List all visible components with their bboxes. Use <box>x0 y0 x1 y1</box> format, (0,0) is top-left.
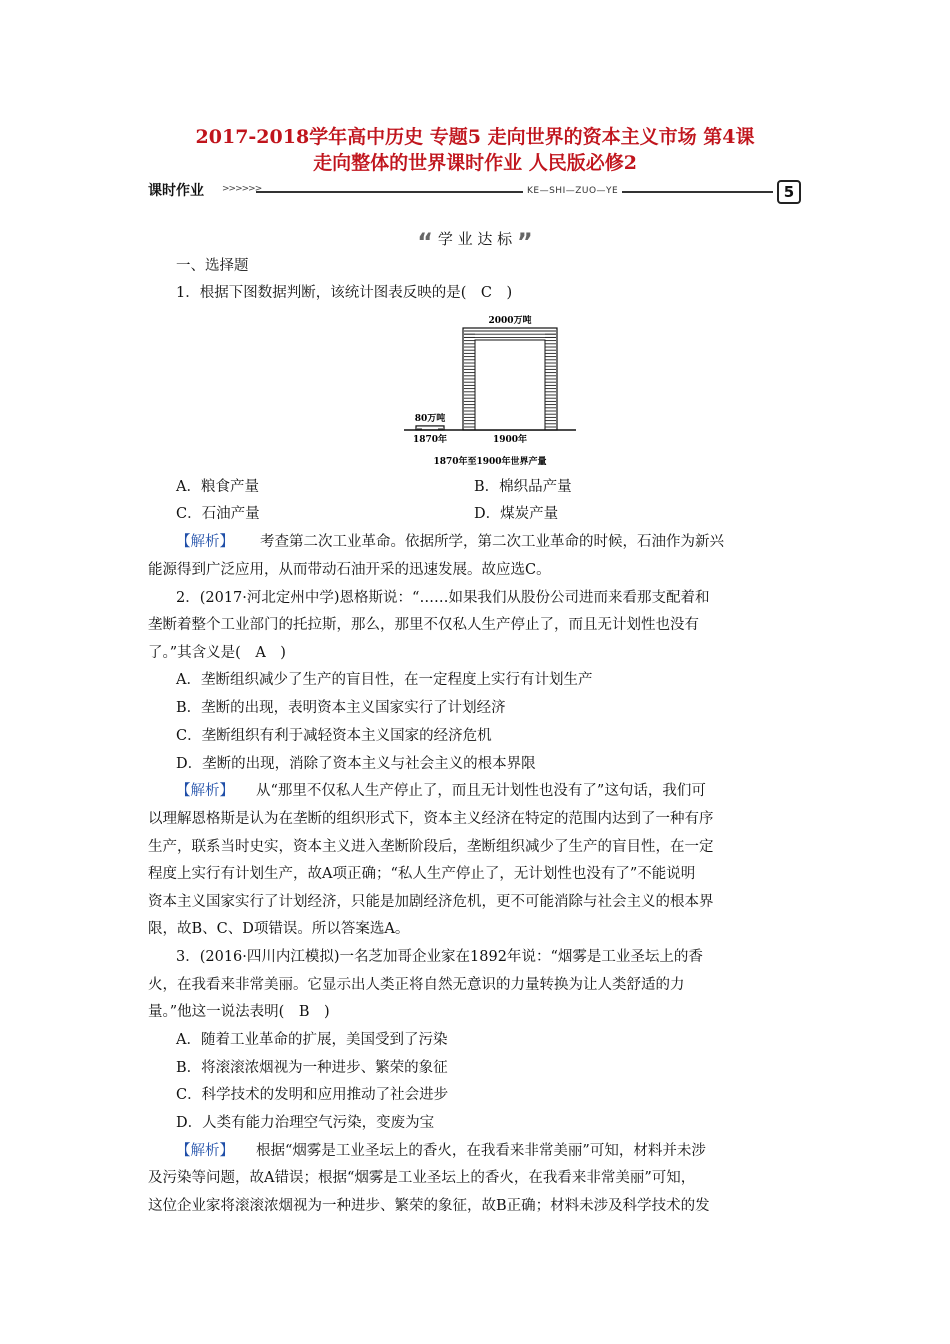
q1-option-a: A．粮食产量 <box>176 479 259 495</box>
q1-analysis-line-1 <box>176 532 724 552</box>
q3-stem-line-3: 量。”他这一说法表明( B ) <box>148 1004 330 1020</box>
q2-stem-line-1: 2．(2017·河北定州中学)恩格斯说：“……如果我们从股份公司进而来看那支配着和 <box>176 590 710 606</box>
q2-analysis-line-4: 程度上实行有计划生产，故A项正确；“私人生产停止了，无计划性也没有了”不能说明 <box>148 866 696 882</box>
part-heading: 一、选择题 <box>176 258 249 274</box>
q3-option-a: A．随着工业革命的扩展，美国受到了污染 <box>176 1032 448 1048</box>
q2-analysis-text: 从“那里不仅私人生产停止了，而且无计划性也没有了”这句话，我们可 <box>256 783 706 799</box>
q1-analysis-line-2: 能源得到广泛应用，从而带动石油开采的迅速发展。故应选C。 <box>148 562 551 578</box>
q1-stem: 1．根据下图数据判断，该统计图表反映的是( C ) <box>176 285 513 301</box>
q2-analysis-line-5: 资本主义国家实行了计划经济，只能是加剧经济危机，更不可能消除与社会主义的根本界 <box>148 894 714 910</box>
q1-analysis-text: 考查第二次工业革命。依据所学，第二次工业革命的时候，石油作为新兴 <box>260 534 724 550</box>
q1-option-c: C．石油产量 <box>176 506 260 522</box>
banner-number-badge: 5 <box>777 180 801 204</box>
q2-analysis-line-3: 生产，联系当时史实，资本主义进入垄断阶段后，垄断组织减少了生产的盲目性，在一定 <box>148 839 714 855</box>
q3-analysis-line-3: 这位企业家将滚滚浓烟视为一种进步、繁荣的象征，故B正确；材料未涉及科学技术的发 <box>148 1198 710 1214</box>
chart-data-label-2: 2000万吨 <box>488 316 532 326</box>
q3-analysis-line-2: 及污染等问题，故A错误；根据“烟雾是工业圣坛上的香火，在我看来非常美丽”可知， <box>148 1170 696 1186</box>
banner-pinyin: KE—SHI—ZUO—YE <box>523 186 622 196</box>
section-heading-text: 学 业 达 标 <box>437 230 513 248</box>
q3-option-c: C．科学技术的发明和应用推动了社会进步 <box>176 1087 449 1103</box>
q2-option-c: C．垄断组织有利于减轻资本主义国家的经济危机 <box>176 728 492 744</box>
q3-stem-line-1: 3．(2016·四川内江模拟)一名芝加哥企业家在1892年说：“烟雾是工业圣坛上的香 <box>176 949 703 965</box>
banner-label: 课时作业 <box>148 183 204 199</box>
document-title-line-1: 2017-2018学年高中历史 专题5 走向世界的资本主义市场 第4课 <box>195 126 755 148</box>
q3-analysis-line-1 <box>176 1141 706 1161</box>
q2-option-a: A．垄断组织减少了生产的盲目性，在一定程度上实行有计划生产 <box>176 672 593 688</box>
chart-bar-2 <box>463 328 557 430</box>
q2-stem-line-2: 垄断着整个工业部门的托拉斯，那么，那里不仅私人生产停止了，而且无计划性也没有 <box>148 617 699 633</box>
document-title-line-2: 走向整体的世界课时作业 人民版必修2 <box>313 152 637 174</box>
banner-arrows: >>>>>> <box>222 184 262 194</box>
q2-analysis-tag: 【解析】 <box>176 783 234 799</box>
close-quote-icon: ” <box>516 228 533 256</box>
q2-option-d: D．垄断的出现，消除了资本主义与社会主义的根本界限 <box>176 756 536 772</box>
chart-tick-label-2: 1900年 <box>492 435 528 445</box>
q2-option-b: B．垄断的出现，表明资本主义国家实行了计划经济 <box>176 700 506 716</box>
chart-data-label-1: 80万吨 <box>414 413 446 424</box>
chart-tick-label-1: 1870年 <box>412 435 448 445</box>
banner-rule <box>256 191 773 193</box>
q1-option-d: D．煤炭产量 <box>474 506 559 522</box>
q1-bar-chart <box>400 312 580 472</box>
q2-analysis-line-1 <box>176 781 706 801</box>
q3-stem-line-2: 火，在我看来非常美丽。它显示出人类正将自然无意识的力量转换为让人类舒适的力 <box>148 977 685 993</box>
q2-analysis-line-6: 限，故B、C、D项错误。所以答案选A。 <box>148 921 410 937</box>
q2-analysis-line-2: 以理解恩格斯是认为在垄断的组织形式下，资本主义经济在特定的范围内达到了一种有序 <box>148 811 714 827</box>
q1-option-b: B．棉织品产量 <box>474 479 572 495</box>
q2-stem-line-3: 了。”其含义是( A ) <box>148 645 286 661</box>
q1-analysis-tag: 【解析】 <box>176 534 234 550</box>
chart-title: 1870年至1900年世界产量 <box>433 457 547 467</box>
open-quote-icon: “ <box>417 228 434 256</box>
section-banner <box>148 180 803 204</box>
q3-analysis-text: 根据“烟雾是工业圣坛上的香火，在我看来非常美丽”可知，材料并未涉 <box>256 1143 706 1159</box>
q3-analysis-tag: 【解析】 <box>176 1143 234 1159</box>
section-heading <box>0 228 950 256</box>
q3-option-b: B．将滚滚浓烟视为一种进步、繁荣的象征 <box>176 1060 448 1076</box>
q3-option-d: D．人类有能力治理空气污染，变废为宝 <box>176 1115 435 1131</box>
